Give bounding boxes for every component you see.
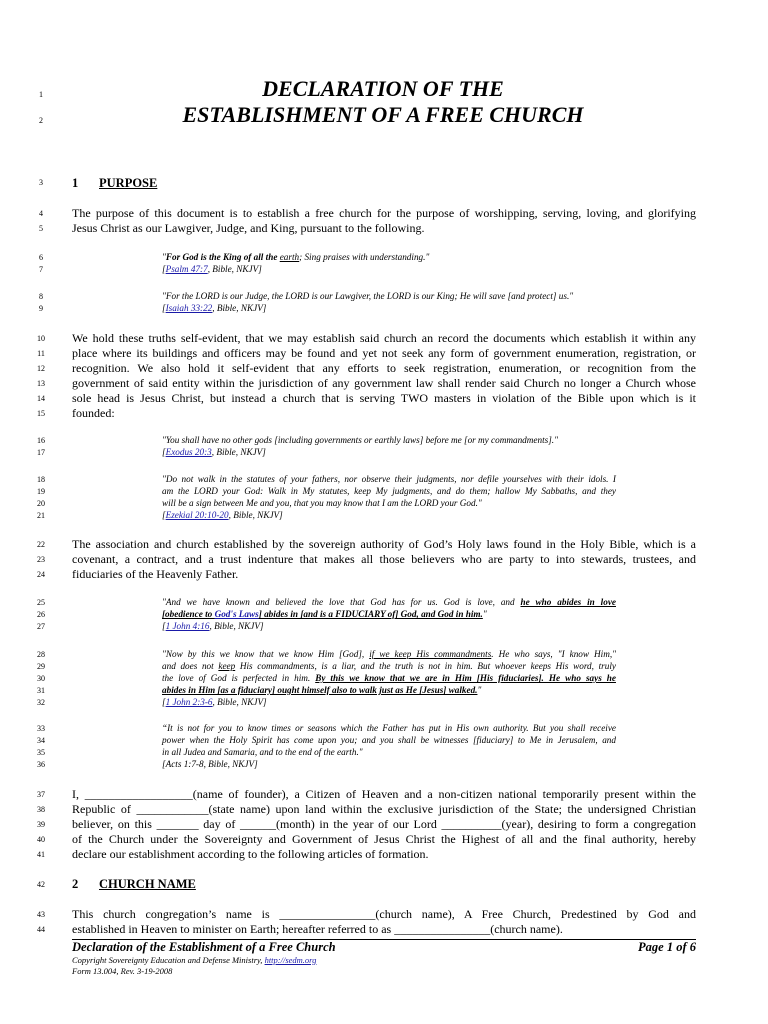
paragraph-line: Republic of ____________(state name) upon land within the exclusive jurisdiction of the State; the undersigned Christian [72, 802, 696, 816]
scripture-link[interactable]: 1 John 4:16 [165, 621, 210, 631]
quote-text: and does not keep His commandments, is a liar, and the truth is not in him. But whoever keeps His word, truly [162, 661, 616, 671]
paragraph-line: Jesus Christ as our Lawgiver, Judge, and King, pursuant to the following. [72, 221, 425, 235]
line-number: 29 [37, 662, 45, 671]
paragraph-line: I, __________________(name of founder), a Citizen of Heaven and a non-citizen national temporarily present within the [72, 787, 696, 801]
line-number: 28 [37, 650, 45, 659]
quote-text: "And we have known and believed the love that God has for us. God is love, and he who abides in love [162, 597, 616, 607]
line-number: 4 [39, 209, 43, 218]
footer-title: Declaration of the Establishment of a Free Church Page 1 of 6 [72, 940, 696, 954]
section-heading-church-name [72, 876, 196, 892]
quote-citation: [1 John 4:16, Bible, NKJV] [162, 621, 264, 631]
line-number: 22 [37, 540, 45, 549]
section-number: 1 [72, 176, 79, 190]
scripture-link[interactable]: Isaiah 33:22 [165, 303, 213, 313]
line-number: 10 [37, 334, 45, 343]
line-number: 21 [37, 511, 45, 520]
quote-citation: [Ezekial 20:10-20, Bible, NKJV] [162, 510, 283, 520]
scripture-link[interactable]: 1 John 2:3-6 [165, 697, 213, 707]
page-title-line2: ESTABLISHMENT OF A FREE CHURCH [182, 102, 584, 127]
quote-text: "For God is the King of all the earth; Sing praises with understanding." [162, 252, 430, 262]
line-number: 41 [37, 850, 45, 859]
quote-citation: [Acts 1:7-8, Bible, NKJV] [162, 759, 258, 769]
line-number: 6 [39, 253, 43, 262]
line-number: 30 [37, 674, 45, 683]
paragraph-line: The purpose of this document is to establish a free church for the purpose of worshipping, serving, loving, and glorifying [72, 206, 696, 220]
paragraph-line: government of said entity within the jurisdiction of any government law shall render said Church no longer a Church whose [72, 376, 696, 390]
line-number: 32 [37, 698, 45, 707]
line-number: 26 [37, 610, 45, 619]
line-number: 33 [37, 724, 45, 733]
quote-text: will be a sign between Me and you, that you may know that I am the LORD your God." [162, 498, 482, 508]
line-number: 1 [39, 90, 43, 99]
quote-text: the love of God is perfected in him. By this we know that we are in Him [His fiduciaries]. He who says he [162, 673, 616, 683]
scripture-link[interactable]: Exodus 20:3 [165, 447, 212, 457]
line-number: 14 [37, 394, 45, 403]
section-number: 2 [72, 877, 79, 891]
line-number: 35 [37, 748, 45, 757]
line-number: 27 [37, 622, 45, 631]
line-number: 11 [37, 349, 45, 358]
footer-copyright: Copyright Sovereignty Education and Defense Ministry, http://sedm.org [72, 955, 317, 965]
line-number: 17 [37, 448, 45, 457]
footer-form-number: Form 13.004, Rev. 3-19-2008 [72, 966, 173, 976]
page-number: Page 1 of 6 [638, 940, 696, 954]
quote-text: “It is not for you to know times or seasons which the Father has put in His own authority. But you shall receive [162, 723, 616, 733]
line-number: 20 [37, 499, 45, 508]
quote-text: [obedience to God's Laws] abides in [and is a FIDUCIARY of] God, and God in him." [162, 609, 487, 619]
line-number: 23 [37, 555, 45, 564]
line-number: 8 [39, 292, 43, 301]
line-number: 18 [37, 475, 45, 484]
paragraph-line: covenant, a contract, and a trust indenture that makes all those believers who are party to into stewards, trustees, and [72, 552, 696, 566]
line-number: 42 [37, 880, 45, 889]
quote-citation: [Isaiah 33:22, Bible, NKJV] [162, 303, 267, 313]
line-number: 13 [37, 379, 45, 388]
scripture-link[interactable]: Ezekial 20:10-20 [165, 510, 229, 520]
quote-text: "For the LORD is our Judge, the LORD is our Lawgiver, the LORD is our King; He will save [and protect] us." [162, 291, 574, 301]
quote-text: abides in Him [as a fiduciary] ought himself also to walk just as He [Jesus] walked." [162, 685, 482, 695]
section-heading-purpose [72, 175, 157, 191]
paragraph-line: This church congregation’s name is ________________(church name), A Free Church, Predestined by God and [72, 907, 696, 921]
line-number: 19 [37, 487, 45, 496]
paragraph-line: The association and church established by the sovereign authority of God’s Holy laws found in the Holy Bible, which is a [72, 537, 696, 551]
line-number: 3 [39, 178, 43, 187]
paragraph-line: declare our establishment according to the following articles of formation. [72, 847, 429, 861]
quote-text: "Now by this we know that we know Him [God], if we keep His commandments. He who says, "I know Him," [162, 649, 616, 659]
scripture-link[interactable]: Psalm 47:7 [165, 264, 208, 274]
line-number: 2 [39, 116, 43, 125]
line-number: 31 [37, 686, 45, 695]
line-number: 40 [37, 835, 45, 844]
line-number: 38 [37, 805, 45, 814]
website-link[interactable]: http://sedm.org [264, 955, 317, 965]
line-number: 44 [37, 925, 45, 934]
quote-text: power when the Holy Spirit has come upon you; and you shall be witnesses [fiduciary] to Me in Jerusalem, and [162, 735, 616, 745]
line-number: 25 [37, 598, 45, 607]
paragraph-line: recognition. We also hold it self-evident that any efforts to seek registration, enumeration, or recognition from the [72, 361, 696, 375]
quote-text: am the LORD your God: Walk in My statutes, keep My judgments, and do them; hallow My Sabbaths, and they [162, 486, 616, 496]
line-number: 37 [37, 790, 45, 799]
paragraph-line: fiduciaries of the Heavenly Father. [72, 567, 239, 581]
line-number: 24 [37, 570, 45, 579]
quote-text: "You shall have no other gods [including governments or earthly laws] before me [or my commandments]." [162, 435, 558, 445]
paragraph-line: of the Church under the Sovereignty and Government of Jesus Christ the Highest of all and the final authority, hereby [72, 832, 696, 846]
line-number: 9 [39, 304, 43, 313]
paragraph-line: place where its buildings and officers may be found and yet not seek any form of government enumeration, registration, or [72, 346, 696, 360]
paragraph-line: founded: [72, 406, 115, 420]
line-number: 43 [37, 910, 45, 919]
quote-citation: [Psalm 47:7, Bible, NKJV] [162, 264, 262, 274]
section-title: PURPOSE [99, 176, 158, 190]
gods-laws-link[interactable]: God's Laws [214, 609, 259, 619]
line-number: 5 [39, 224, 43, 233]
quote-citation: [Exodus 20:3, Bible, NKJV] [162, 447, 266, 457]
line-number: 36 [37, 760, 45, 769]
page-title-line1: DECLARATION OF THE [262, 76, 504, 101]
paragraph-line: sole head is Jesus Christ, but instead a church that is serving TWO masters in violation of the Bible upon which is it [72, 391, 696, 405]
line-number: 7 [39, 265, 43, 274]
paragraph-line: established in Heaven to minister on Earth; hereafter referred to as ________________(church name). [72, 922, 563, 936]
line-number: 16 [37, 436, 45, 445]
line-number: 39 [37, 820, 45, 829]
quote-text: "Do not walk in the statutes of your fathers, nor observe their judgments, nor defile yourselves with their idols. I [162, 474, 616, 484]
section-title: CHURCH NAME [99, 877, 196, 891]
paragraph-line: believer, on this _______ day of ______(month) in the year of our Lord __________(year), desiring to form a congregation [72, 817, 696, 831]
paragraph-line: We hold these truths self-evident, that we may establish said church an record the documents which establish it within any [72, 331, 696, 345]
line-number: 15 [37, 409, 45, 418]
quote-citation: [1 John 2:3-6, Bible, NKJV] [162, 697, 267, 707]
quote-text: in all Judea and Samaria, and to the end of the earth." [162, 747, 363, 757]
line-number: 12 [37, 364, 45, 373]
line-number: 34 [37, 736, 45, 745]
